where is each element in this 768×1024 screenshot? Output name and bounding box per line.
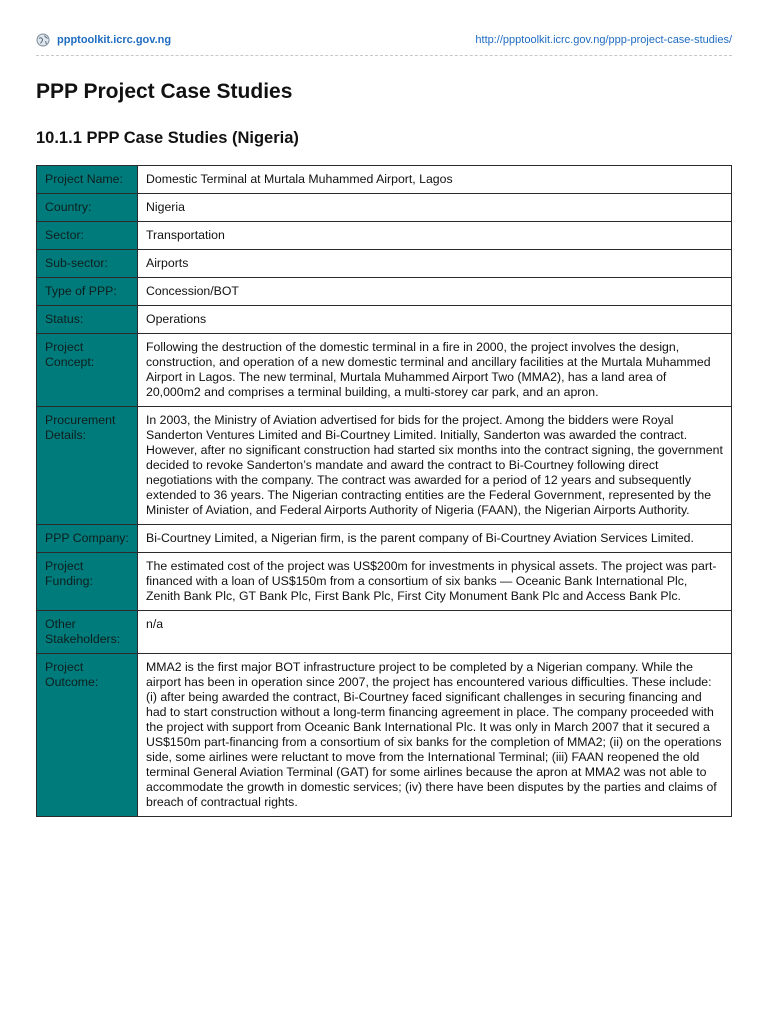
- row-value: Bi-Courtney Limited, a Nigerian firm, is the parent company of Bi-Courtney Aviation Services Limited.: [138, 525, 732, 553]
- globe-icon: [36, 33, 50, 47]
- table-row: [37, 334, 732, 407]
- table-row: [37, 407, 732, 525]
- site-name: ppptoolkit.icrc.gov.ng: [57, 34, 172, 46]
- row-value: The estimated cost of the project was US$200m for investments in physical assets. The project was part-financed with a loan of US$150m from a consortium of six banks — Oceanic Bank International Plc, Zenith Bank Plc, GT Bank Plc, First Bank Plc, First City Monument Bank Plc and Access Bank Plc.: [138, 553, 732, 611]
- row-label: Procurement Details:: [37, 407, 138, 525]
- row-label: Other Stakeholders:: [37, 611, 138, 654]
- table-row: [37, 611, 732, 654]
- row-value: Domestic Terminal at Murtala Muhammed Airport, Lagos: [138, 166, 732, 194]
- table-row: [37, 222, 732, 250]
- table-row: [37, 194, 732, 222]
- row-label: Sub-sector:: [37, 250, 138, 278]
- row-label: Type of PPP:: [37, 278, 138, 306]
- row-label: Country:: [37, 194, 138, 222]
- row-value: n/a: [138, 611, 732, 654]
- table-row: [37, 166, 732, 194]
- row-label: Project Concept:: [37, 334, 138, 407]
- page-url-link[interactable]: http://ppptoolkit.icrc.gov.ng/ppp-project-case-studies/: [475, 34, 732, 46]
- row-value: In 2003, the Ministry of Aviation advertised for bids for the project. Among the bidders were Royal Sanderton Ventures Limited and Bi-Courtney Limited. Initially, Sanderton was awarded the contract. However, after no significant construction had started six months into the contract signing, the government decided to revoke Sanderton’s mandate and award the contract to Bi-Courtney following direct negotiations with the company. The contract was awarded for a period of 12 years and subsequently extended to 36 years. The Nigerian contracting entities are the Federal Government, represented by the Minister of Aviation, and Federal Airports Authority of Nigeria (FAAN), the Nigerian Airports Authority.: [138, 407, 732, 525]
- header-divider: [36, 55, 732, 56]
- page-header: [36, 33, 732, 47]
- table-row: [37, 306, 732, 334]
- section-title: 10.1.1 PPP Case Studies (Nigeria): [36, 129, 299, 147]
- row-value: Operations: [138, 306, 732, 334]
- table-row: [37, 553, 732, 611]
- row-label: Sector:: [37, 222, 138, 250]
- row-value: Following the destruction of the domestic terminal in a fire in 2000, the project involves the design, construction, and operation of a new domestic terminal and ancillary facilities at the Murtala Muhammed Airport in Lagos. The new terminal, Murtala Muhammed Airport Two (MMA2), has a land area of 20,000m2 and comprises a terminal building, a multi-storey car park, and an apron.: [138, 334, 732, 407]
- table-row: [37, 525, 732, 553]
- row-label: Status:: [37, 306, 138, 334]
- row-label: Project Funding:: [37, 553, 138, 611]
- table-row: [37, 278, 732, 306]
- row-value: Transportation: [138, 222, 732, 250]
- row-label: Project Name:: [37, 166, 138, 194]
- row-label: PPP Company:: [37, 525, 138, 553]
- row-label: Project Outcome:: [37, 654, 138, 817]
- case-study-table: [36, 165, 732, 817]
- site-link[interactable]: [36, 33, 171, 47]
- page-title: PPP Project Case Studies: [36, 80, 293, 103]
- table-row: [37, 654, 732, 817]
- row-value: MMA2 is the first major BOT infrastructure project to be completed by a Nigerian company. While the airport has been in operation since 2007, the project has encountered various difficulties. These include: (i) after being awarded the contract, Bi-Courtney faced significant challenges in securing financing and had to start construction without a long-term financing agreement in place. The company proceeded with the project with support from Oceanic Bank International Plc. It was only in March 2007 that it secured a US$150m part-financing from a consortium of six banks for the completion of MMA2; (ii) on the operations side, some airlines were reluctant to move from the International Terminal; (iii) FAAN reopened the old terminal General Aviation Terminal (GAT) for some airlines because the apron at MMA2 was not able to accommodate the growth in domestic services; (iv) there have been disputes by the parties and claims of breach of contractual rights.: [138, 654, 732, 817]
- row-value: Airports: [138, 250, 732, 278]
- row-value: Nigeria: [138, 194, 732, 222]
- table-row: [37, 250, 732, 278]
- row-value: Concession/BOT: [138, 278, 732, 306]
